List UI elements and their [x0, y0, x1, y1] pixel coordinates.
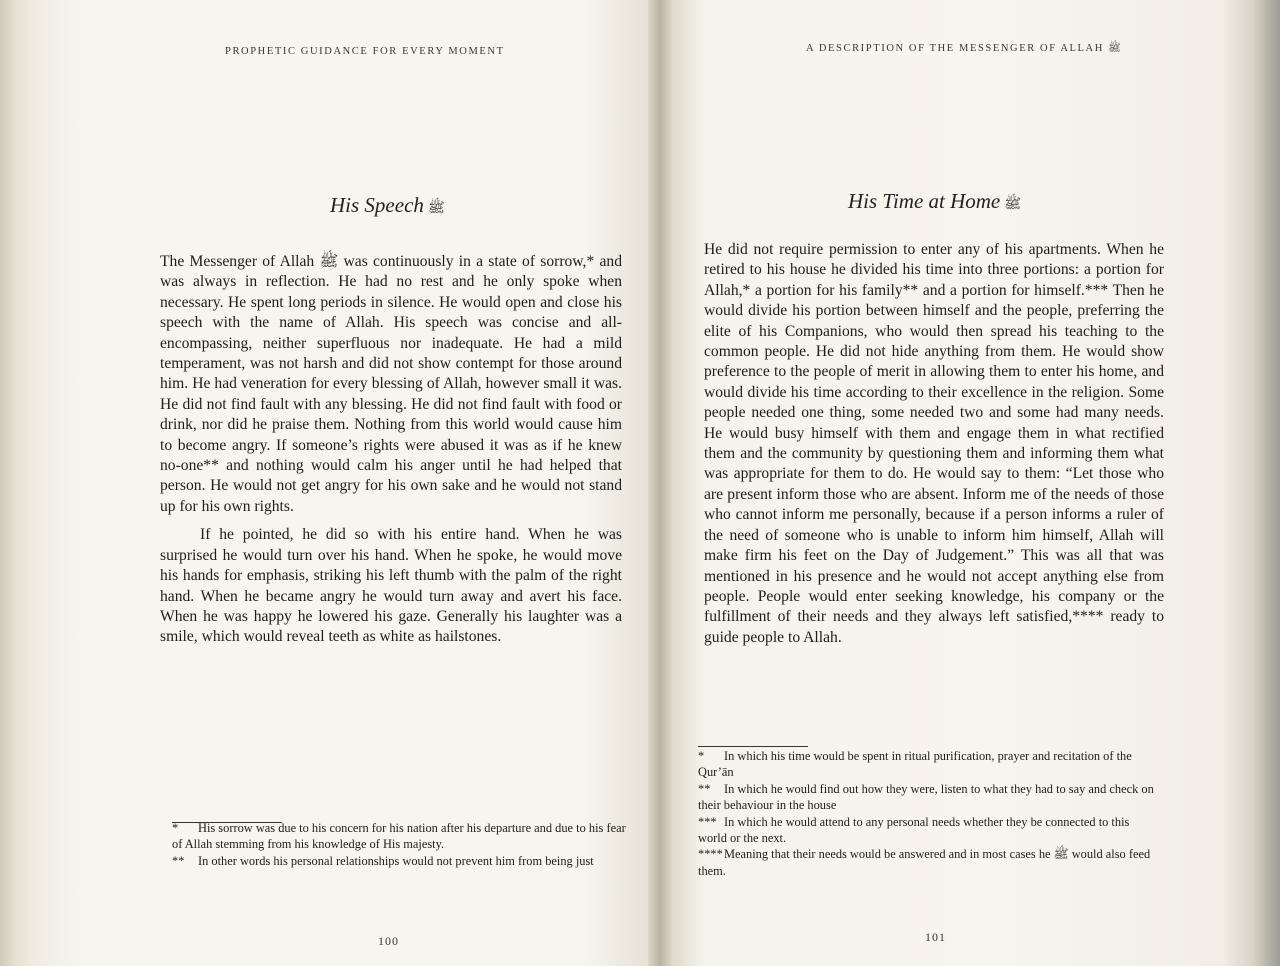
footnote-text: In which he would attend to any personal needs whether they be connected to this world or the next. [698, 814, 1130, 846]
footnote-rule-right [698, 746, 808, 747]
footnote-text: In which his time would be spent in ritual purification, prayer and recitation of the Qur’ān [698, 749, 1132, 780]
salutation-mark: ﷺ [1004, 197, 1022, 212]
page-number-right: 101 [925, 930, 946, 944]
page-stack-right-edge [1220, 0, 1280, 966]
page-number-left: 100 [378, 934, 399, 948]
salutation-mark: ﷺ [427, 201, 445, 216]
footnote-text: His sorrow was due to his concern for his nation after his departure and due to his fear of Allah stemming from his knowledge of His majesty. [172, 821, 626, 852]
running-head-left: PROPHETIC GUIDANCE FOR EVERY MOMENT [225, 46, 505, 57]
footnote-text: In which he would find out how they were, listen to what they had to say and check on their behaviour in the house [698, 781, 1154, 813]
footnote [698, 814, 1156, 847]
paragraph: The Messenger of Allah ﷺ was continuously in a state of sorrow,* and was always in reflection. He had no rest and he only spoke when necessary. He spent long periods in silence. He would open and close his speech with the name of Allah. His speech was concise and all-encompassing, neither superfluous nor inadequate. He had a mild temperament, was not harsh and did not show contempt for those around him. He had veneration for every blessing of Allah, however small it was. He did not find fault with any blessing. He did not find fault with food or drink, nor did he praise them. Nothing from this world would cause him to become angry. If someone’s rights were abused it was as if he knew no-one** and nothing would calm his anger until he had helped that person. He would not get angry for his own sake and he would not stand up for his own rights. [160, 253, 622, 515]
footnote [172, 820, 628, 853]
footnote-mark: ** [172, 853, 185, 868]
footnote-mark: ** [698, 781, 711, 796]
heading-text: His Time at Home [848, 189, 1001, 213]
footnote-mark: **** [698, 847, 723, 862]
section-heading-left [330, 193, 445, 219]
footnote [698, 846, 1156, 879]
paragraph: If he pointed, he did so with his entire hand. When he was surprised he would turn over his hand. When he spoke, he would move his hands for emphasis, striking his left thumb with the palm of the right hand. When he became angry he would turn away and avert his face. When he was happy he lowered his gaze. Generally his laughter was a smile, which would reveal teeth as white as hailstones. [160, 526, 622, 646]
footnote [698, 781, 1156, 814]
footnotes-left [172, 820, 628, 869]
footnotes-right [698, 748, 1156, 879]
section-heading-right [848, 189, 1021, 215]
footnote-text: In other words his personal relationships would not prevent him from being just [198, 853, 594, 868]
body-text-left [160, 252, 622, 656]
body-text-right [704, 240, 1164, 656]
footnote [172, 853, 628, 869]
footnote-mark: * [172, 821, 179, 835]
running-head-right: A DESCRIPTION OF THE MESSENGER OF ALLAH ﷺ [806, 43, 1121, 54]
paragraph: He did not require permission to enter any of his apartments. When he retired to his house he divided his time into three portions: a portion for Allah,* a portion for his family** and a portion for himself.*** Then he would divide his portion between himself and the people, preferring the elite of his Companions, who would then spread his teaching to the common people. He did not hide anything from them. He would show preference to the people of merit in allowing them to enter his home, and would divide his time according to their excellence in the religion. Some people needed one thing, some needed two and some had many needs. He would busy himself with them and engage them in what rectified them and the community by questioning them and informing them what was appropriate for them to do. He would say to them: “Let those who are present inform those who are absent. Inform me of the needs of those who cannot inform me personally, because if a person informs a ruler of the need of someone who is unable to inform him himself, Allah will make firm his feet on the Day of Judgement.” This was all that was mentioned in his presence and he would not accept anything else from people. People would enter seeking knowledge, his company or the fulfillment of their needs and they always left satisfied,**** ready to guide people to Allah. [704, 241, 1164, 646]
heading-text: His Speech [330, 193, 424, 217]
footnote [698, 748, 1156, 781]
footnote-text: Meaning that their needs would be answered and in most cases he ﷺ would also feed them. [698, 847, 1151, 878]
book-gutter [648, 0, 672, 966]
footnote-mark: * [698, 749, 705, 763]
footnote-mark: *** [698, 814, 717, 829]
